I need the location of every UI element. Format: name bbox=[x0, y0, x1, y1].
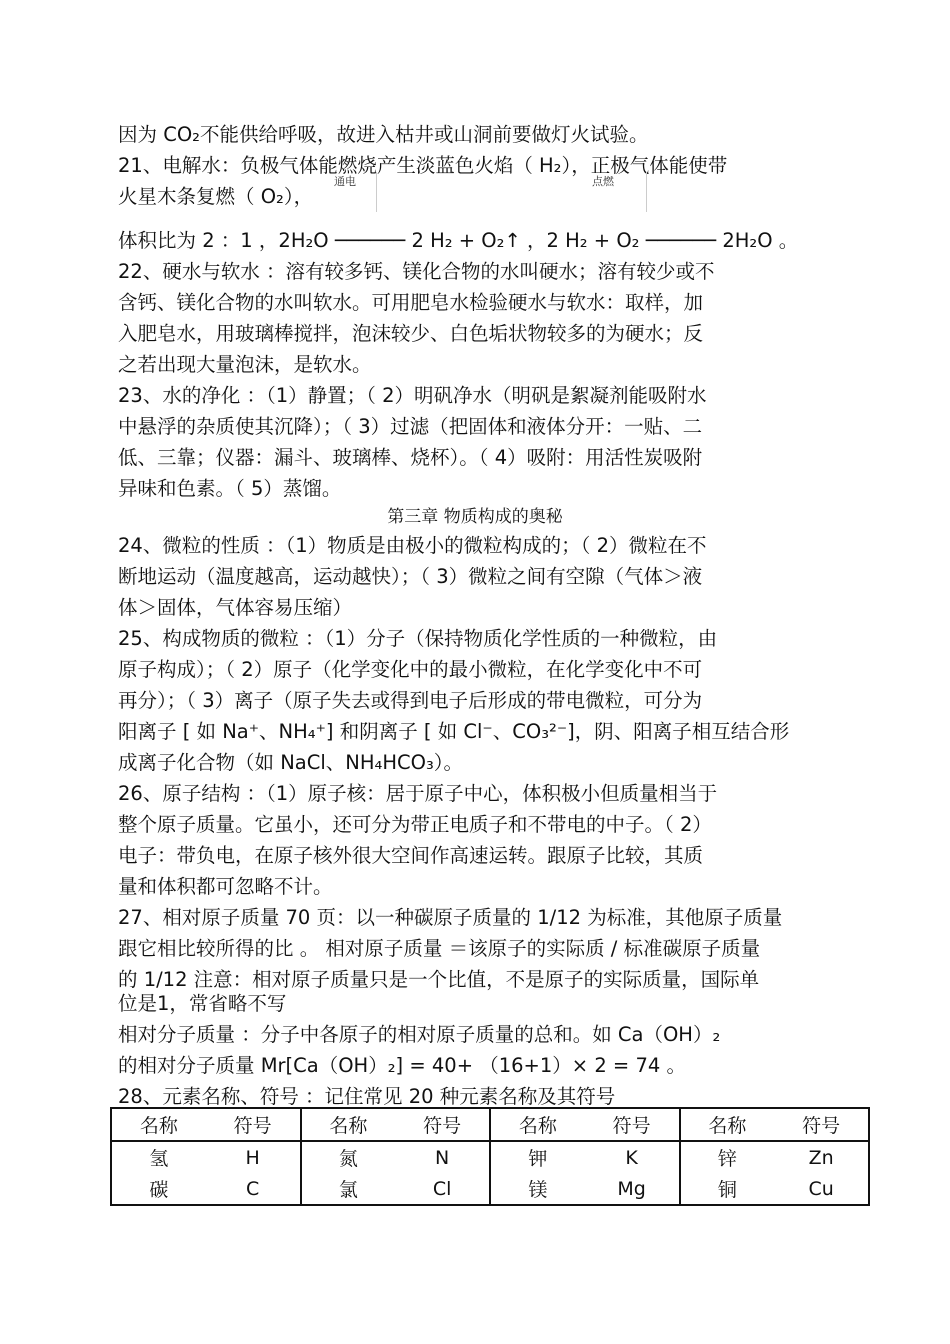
table-cell: Zn bbox=[774, 1141, 869, 1173]
table-cell: 铜 bbox=[680, 1173, 775, 1205]
table-cell: K bbox=[625, 1146, 638, 1169]
text-line: 电子：带负电，在原子核外很大空间作高速运转。跟原子比较，其质 bbox=[118, 844, 704, 867]
text-line: 含钙、镁化合物的水叫软水。可用肥皂水检验硬水与软水：取样，加 bbox=[118, 291, 704, 314]
table-header: 名称 bbox=[301, 1108, 396, 1141]
chapter-heading: 第三章 物质构成的奥秘 bbox=[387, 507, 563, 527]
text-line: 25、构成物质的微粒 ：（1）分子（保持物质化学性质的一种微粒，由 bbox=[118, 627, 718, 650]
text-line: 断地运动（温度越高，运动越快）；（ 3）微粒之间有空隙（气体＞液 bbox=[118, 565, 703, 588]
text-line: 体＞固体，气体容易压缩） bbox=[118, 596, 353, 619]
text-line: 跟它相比较所得的比 。 相对原子质量 ＝该原子的实际质 / 标准碳原子质量 bbox=[118, 937, 761, 960]
table-header: 符号 bbox=[233, 1115, 272, 1137]
text-line: 23、水的净化 ：（1）静置；（ 2）明矾净水（明矾是絮凝剂能吸附水 bbox=[118, 384, 707, 407]
text-line: 27、相对原子质量 70 页：以一种碳原子质量的 1/12 为标准，其他原子质量 bbox=[118, 906, 783, 929]
text-line: 26、原子结构 ：（1）原子核：居于原子中心，体积极小但质量相当于 bbox=[118, 782, 718, 805]
table-row bbox=[111, 1173, 869, 1205]
table-header-row bbox=[111, 1108, 869, 1141]
text-line: 22、硬水与软水 ：溶有较多钙、镁化合物的水叫硬水；溶有较少或不 bbox=[118, 260, 715, 283]
table-header: 符号 bbox=[612, 1115, 651, 1137]
text-line: 21、电解水：负极气体能燃烧产生淡蓝色火焰（ H₂），正极气体能使带 bbox=[118, 154, 728, 177]
text-line: 成离子化合物（如 NaCl、NH₄HCO₃）。 bbox=[118, 751, 464, 774]
table-header: 符号 bbox=[774, 1108, 869, 1141]
text-line: 24、微粒的性质 ：（1）物质是由极小的微粒构成的；（ 2）微粒在不 bbox=[118, 534, 707, 557]
text-line: 之若出现大量泡沫，是软水。 bbox=[118, 353, 372, 376]
table-cell: Cl bbox=[432, 1177, 452, 1200]
divider bbox=[376, 172, 377, 212]
table-cell: N bbox=[435, 1146, 450, 1169]
text-line: 量和体积都可忽略不计。 bbox=[118, 875, 333, 898]
reaction-condition-ignite: 点燃 bbox=[592, 175, 614, 188]
equation-line: 体积比为 2 ：1 ，2H₂O ────── 2 H₂ + O₂↑ ，2 H₂ + O₂ ────── 2H₂O 。 bbox=[118, 229, 799, 252]
table-cell: 氮 bbox=[301, 1141, 396, 1173]
text-line: 火星木条复燃（ O₂）， bbox=[118, 185, 314, 208]
divider bbox=[646, 172, 647, 212]
table-header: 符号 bbox=[423, 1115, 462, 1137]
table-cell: Cu bbox=[774, 1173, 869, 1205]
table-cell: 氢 bbox=[111, 1141, 206, 1173]
table-cell: H bbox=[245, 1146, 260, 1169]
text-line: 相对分子质量 ：分子中各原子的相对原子质量的总和。如 Ca（OH）₂ bbox=[118, 1023, 721, 1046]
text-line: 的相对分子质量 Mr[Ca（OH）₂] = 40+ （16+1）× 2 = 74 。 bbox=[118, 1054, 686, 1077]
table-header: 名称 bbox=[490, 1108, 585, 1141]
text-line: 再分）；（ 3）离子（原子失去或得到电子后形成的带电微粒，可分为 bbox=[118, 689, 703, 712]
table-header: 名称 bbox=[680, 1108, 775, 1141]
text-line: 的 1/12 注意：相对原子质量只是一个比值，不是原子的实际质量，国际单 bbox=[118, 968, 760, 991]
table-cell: 钾 bbox=[490, 1141, 585, 1173]
table-row bbox=[111, 1141, 869, 1173]
text-line: 整个原子质量。它虽小，还可分为带正电质子和不带电的中子。（ 2） bbox=[118, 813, 712, 836]
text-line: 阳离子 [ 如 Na⁺、NH₄⁺] 和阴离子 [ 如 Cl⁻、CO₃²⁻]，阴、阳离子相互结合形 bbox=[118, 720, 790, 743]
table-cell: Mg bbox=[617, 1177, 646, 1200]
table-cell: 碳 bbox=[111, 1173, 206, 1205]
text-line: 低、三靠；仪器：漏斗、玻璃棒、烧杯）。（ 4）吸附：用活性炭吸附 bbox=[118, 446, 703, 469]
reaction-condition-electrolysis: 通电 bbox=[334, 175, 356, 188]
text-line: 入肥皂水，用玻璃棒搅拌，泡沫较少、白色垢状物较多的为硬水；反 bbox=[118, 322, 704, 345]
element-table bbox=[110, 1107, 870, 1206]
table-cell: C bbox=[245, 1177, 260, 1200]
table-cell: 镁 bbox=[490, 1173, 585, 1205]
text-line: 原子构成）；（ 2）原子（化学变化中的最小微粒，在化学变化中不可 bbox=[118, 658, 703, 681]
text-line: 中悬浮的杂质使其沉降）；（ 3）过滤（把固体和液体分开：一贴、二 bbox=[118, 415, 703, 438]
text-line: 异味和色素。（ 5）蒸馏。 bbox=[118, 477, 342, 500]
table-cell: 锌 bbox=[680, 1141, 775, 1173]
text-line: 位是1，常省略不写 bbox=[118, 992, 287, 1015]
text-line: 28、元素名称、符号 ：记住常见 20 种元素名称及其符号 bbox=[118, 1085, 616, 1108]
table-cell: 氯 bbox=[301, 1173, 396, 1205]
table-header: 名称 bbox=[111, 1108, 206, 1141]
text-line: 因为 CO₂不能供给呼吸，故进入枯井或山洞前要做灯火试验。 bbox=[118, 123, 649, 146]
